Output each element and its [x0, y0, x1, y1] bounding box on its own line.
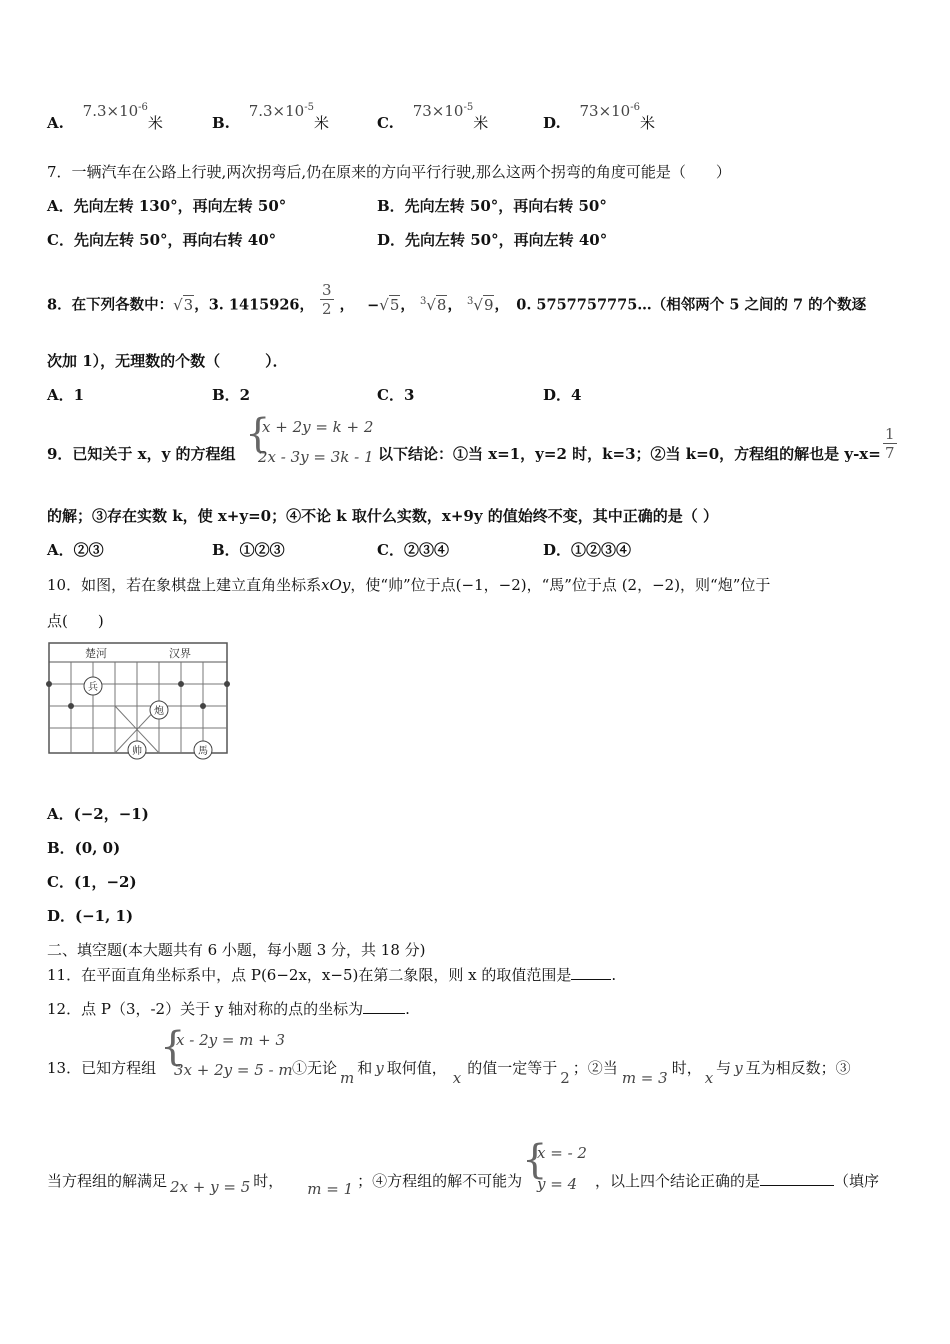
q8-stem-line2: 次加 1），无理数的个数（ ）．: [47, 352, 288, 370]
piece-ma: [194, 741, 212, 759]
q6-option-label: A.: [47, 114, 64, 132]
q9-stem: 以下结论：①当 x=1，y=2 时，k=3；②当 k=0，方程组的解也是 y-x=: [378, 445, 881, 463]
q10-option-c: C．(1，−2): [47, 873, 137, 891]
q9-option-d: D．①②③④: [543, 541, 632, 559]
q10-stem-line2: 点( ): [47, 612, 104, 630]
q9-prefix: 9．已知关于 x，y 的方程组: [47, 445, 236, 463]
q9-eq2: 2x - 3y = 3k - 1: [258, 448, 374, 466]
section-heading-fill-blank: 二、填空题(本大题共有 6 小题，每小题 3 分，共 18 分): [47, 941, 426, 959]
q6-option-value: $7.3\times 10^{-5}$: [248, 102, 314, 120]
q6-option-unit: 米: [313, 114, 329, 132]
q13-solution-brace: {: [522, 1137, 548, 1183]
q10-option-d: D．(−1, 1): [47, 907, 134, 925]
q7-option-d: D．先向左转 50°，再向左转 40°: [377, 231, 608, 249]
q13-text: ①无论m和 y 取何值，x的值一定等于2；②当m = 3时，x与 y 互为相反数；③: [292, 1059, 851, 1087]
q6-option-c: [377, 102, 489, 133]
q9-stem-line2: 的解；③存在实数 k，使 x+y=0；④不论 k 取什么实数，x+9y 的值始终不变，其中正确的是（ ）: [47, 507, 719, 525]
q13-line2: 当方程组的解满足 2x + y = 5 时， m = 1 ；④方程组的解不可能为: [47, 1172, 523, 1198]
q9-fraction: $\frac{1}{7}$: [885, 425, 895, 462]
q13-solution-x: x = - 2: [537, 1144, 587, 1162]
q7-stem: 7．一辆汽车在公路上行驶,两次拐弯后,仍在原来的方向平行行驶,那么这两个拐弯的角度可能是（ ）: [47, 163, 731, 181]
svg-text:炮: 炮: [154, 706, 164, 717]
q13-eq1: x - 2y = m + 3: [176, 1031, 286, 1049]
q8-option-d: D．4: [543, 386, 582, 404]
q6-option-value: $73\times 10^{-6}$: [579, 102, 640, 120]
q6-option-a: [47, 102, 163, 133]
q6-option-b: [212, 102, 329, 133]
chess-board-figure: [45, 640, 235, 770]
q6-option-unit: 米: [473, 114, 489, 132]
q9-option-b: B．①②③: [212, 541, 285, 559]
q7-option-a: A．先向左转 130°，再向左转 50°: [47, 197, 287, 215]
svg-text:兵: 兵: [88, 682, 98, 693]
q8-stem: 8．在下列各数中：√3，3. 1415926， $\frac{3}{2}$ ， −√5， $^3$√8， $^3$√9， 0. 5757757775…（相邻两个 5 之间的 7 的个数逐: [47, 281, 867, 318]
q13-eq2: 3x + 2y = 5 - m: [174, 1061, 293, 1079]
q13-prefix: 13．已知方程组: [47, 1059, 157, 1077]
q10-stem: 10．如图，若在象棋盘上建立直角坐标系xOy，使“帅”位于点(−1，−2)，“馬”位于点 (2，−2)，则“炮”位于: [47, 576, 771, 594]
q10-option-b: B．(0, 0): [47, 839, 121, 857]
q13-brace: {: [160, 1024, 186, 1070]
svg-text:馬: 馬: [198, 746, 208, 757]
q9-option-a: A．②③: [47, 541, 104, 559]
q11: 11．在平面直角坐标系中，点 P(6−2x，x−5)在第二象限，则 x 的取值范围是 .: [47, 966, 617, 984]
q8-option-b: B．2: [212, 386, 251, 404]
q13-solution-y: y = 4: [537, 1175, 578, 1193]
q6-option-label: B.: [212, 114, 230, 132]
q13-line2-end: ，以上四个结论正确的是 （填序: [595, 1172, 880, 1190]
q6-option-label: C.: [377, 114, 394, 132]
piece-pao: [150, 701, 168, 719]
q7-option-b: B．先向左转 50°，再向右转 50°: [377, 197, 607, 215]
q6-option-d: [543, 102, 655, 133]
q9-eq1: x + 2y = k + 2: [262, 418, 374, 436]
board-label-chuhe: 楚河: [85, 647, 107, 660]
q9-option-c: C．②③④: [377, 541, 449, 559]
q6-option-label: D.: [543, 114, 561, 132]
svg-text:帅: 帅: [132, 746, 142, 757]
q6-option-value: $7.3\times 10^{-6}$: [82, 102, 148, 120]
piece-bing: [84, 677, 102, 695]
q6-option-unit: 米: [639, 114, 655, 132]
q8-option-a: A．1: [47, 386, 85, 404]
board-label-hanjie: 汉界: [169, 647, 191, 660]
piece-shuai: [128, 741, 146, 759]
q6-option-unit: 米: [147, 114, 163, 132]
q9-brace: {: [245, 411, 271, 457]
q6-option-value: $73\times 10^{-5}$: [412, 102, 474, 120]
q10-option-a: A．(−2，−1): [47, 805, 149, 823]
q12: 12．点 P（3，-2）关于 y 轴对称的点的坐标为 .: [47, 1000, 410, 1018]
q8-option-c: C．3: [377, 386, 415, 404]
q7-option-c: C．先向左转 50°，再向右转 40°: [47, 231, 277, 249]
